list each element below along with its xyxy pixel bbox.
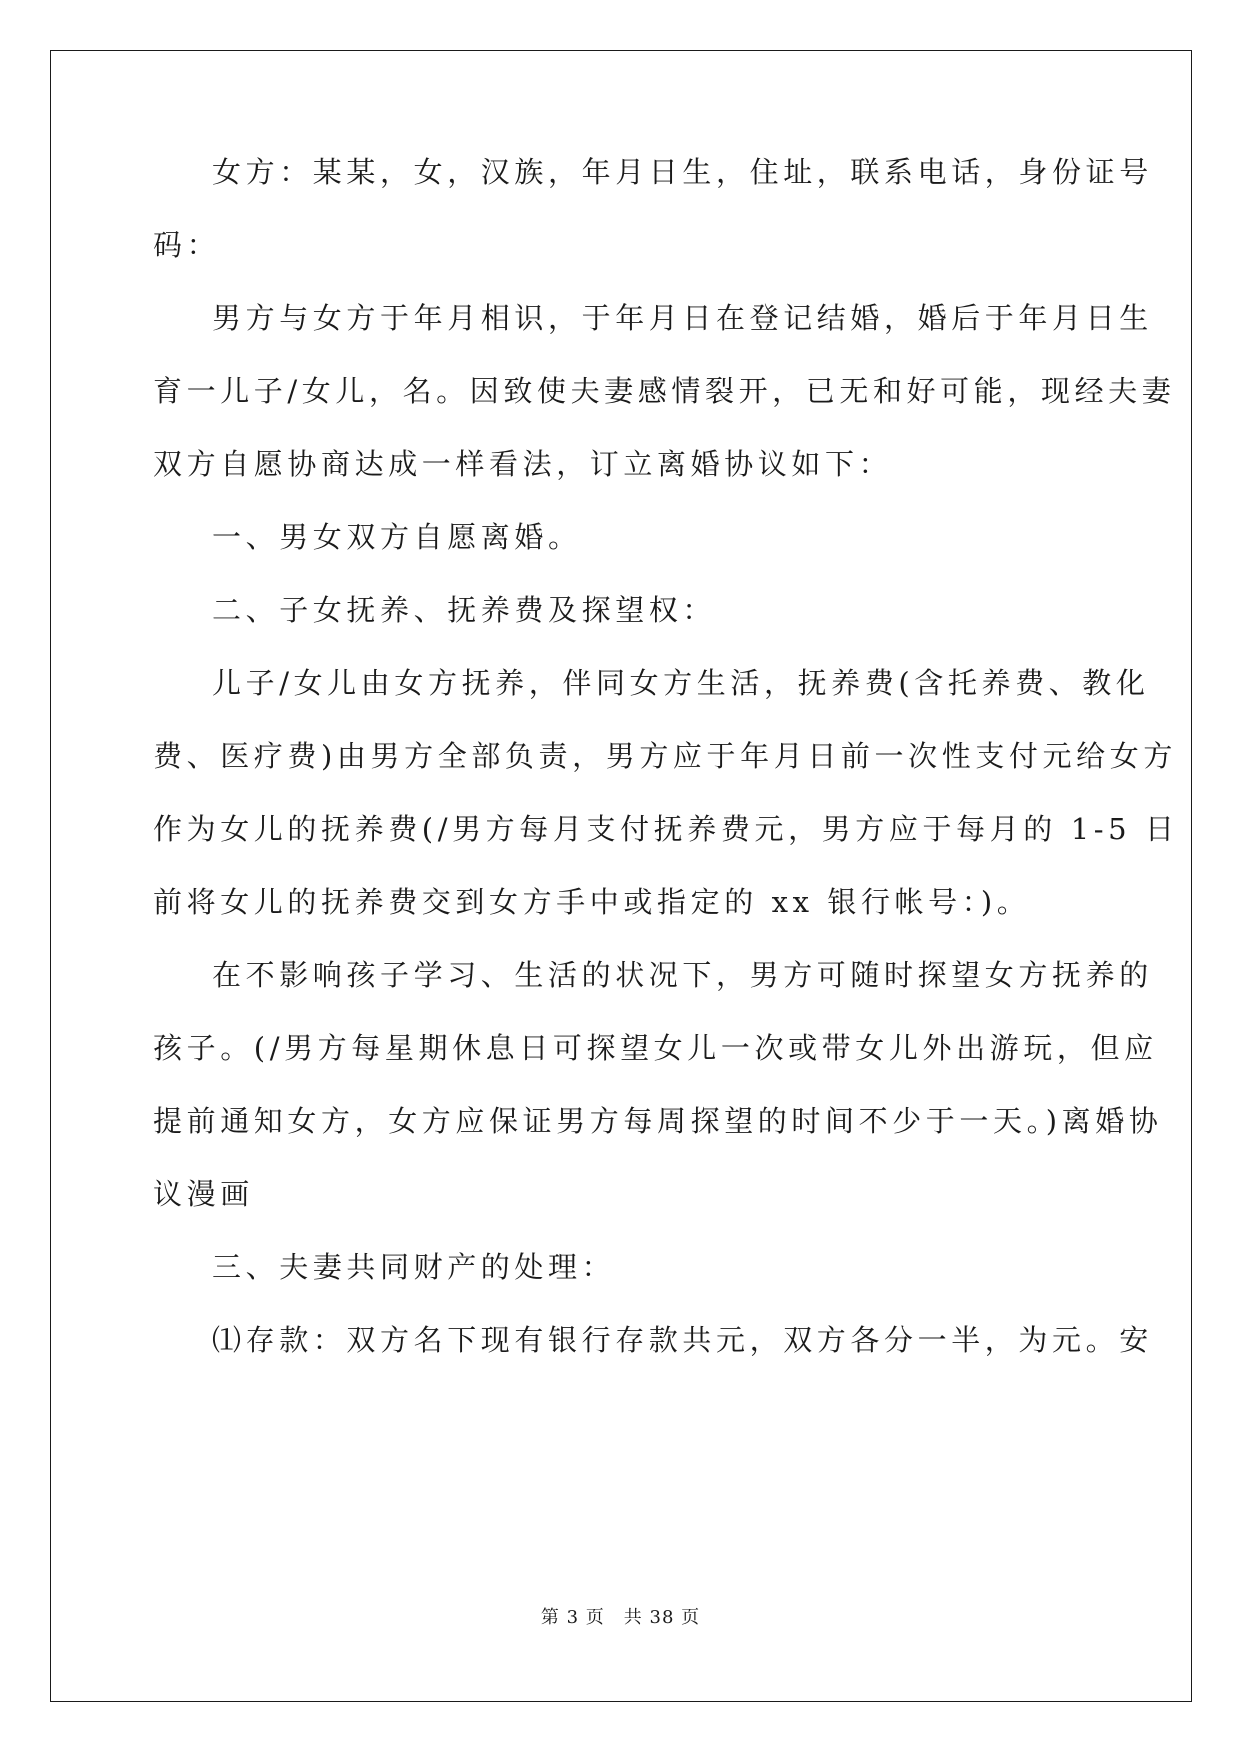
text-line: 费、医疗费)由男方全部负责，男方应于年月日前一次性支付元给女方 bbox=[153, 739, 1177, 773]
text-line: 议漫画 bbox=[153, 1177, 254, 1211]
text-line: 育一儿子/女儿，名。因致使夫妻感情裂开，已无和好可能，现经夫妻 bbox=[153, 374, 1176, 408]
text-line: 前将女儿的抚养费交到女方手中或指定的 xx 银行帐号：)。 bbox=[153, 885, 1031, 919]
text-line: 一、男女双方自愿离婚。 bbox=[212, 520, 582, 554]
text-line: 双方自愿协商达成一样看法，订立离婚协议如下： bbox=[153, 447, 893, 481]
text-line: 码： bbox=[153, 228, 221, 262]
text-line: 儿子/女儿由女方抚养，伴同女方生活，抚养费(含托养费、教化 bbox=[212, 666, 1150, 700]
text-line: 在不影响孩子学习、生活的状况下，男方可随时探望女方抚养的 bbox=[212, 958, 1153, 992]
text-line: 三、夫妻共同财产的处理： bbox=[212, 1250, 616, 1284]
text-line: 孩子。(/男方每星期休息日可探望女儿一次或带女儿外出游玩，但应 bbox=[153, 1031, 1158, 1065]
text-line: 二、子女抚养、抚养费及探望权： bbox=[212, 593, 717, 627]
text-line: 提前通知女方，女方应保证男方每周探望的时间不少于一天。)离婚协 bbox=[153, 1104, 1163, 1138]
page-number-footer: 第 3 页 共 38 页 bbox=[540, 1607, 701, 1628]
text-line: 男方与女方于年月相识，于年月日在登记结婚，婚后于年月日生 bbox=[212, 301, 1153, 335]
text-line: 作为女儿的抚养费(/男方每月支付抚养费元，男方应于每月的 1-5 日 bbox=[153, 812, 1179, 846]
text-line: ⑴存款：双方名下现有银行存款共元，双方各分一半，为元。安 bbox=[212, 1323, 1153, 1357]
text-line: 女方：某某，女，汉族，年月日生，住址，联系电话，身份证号 bbox=[212, 155, 1153, 189]
